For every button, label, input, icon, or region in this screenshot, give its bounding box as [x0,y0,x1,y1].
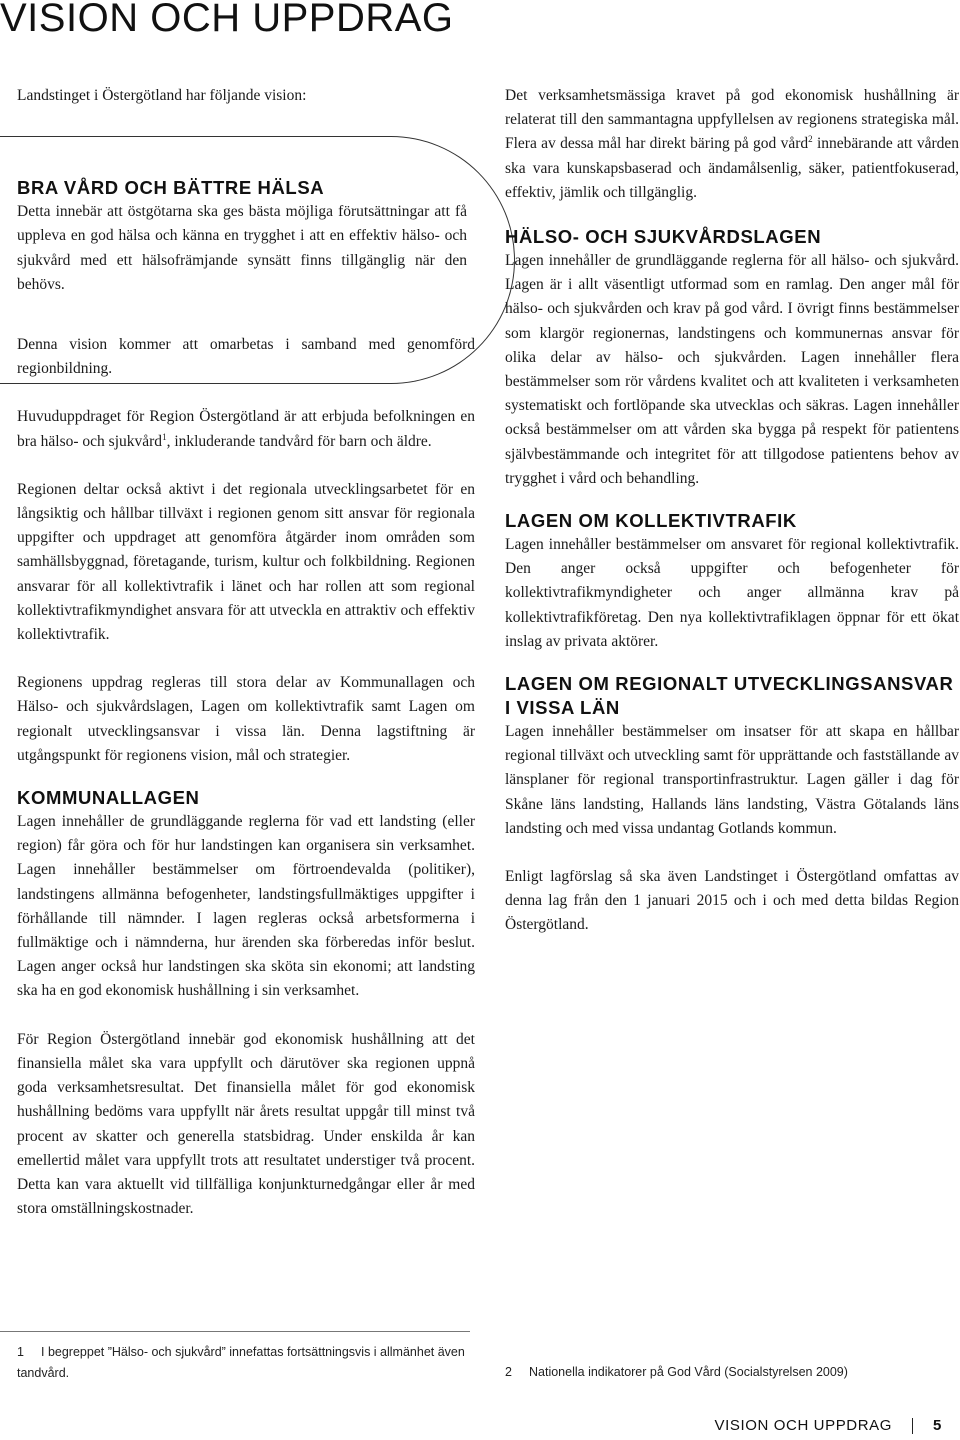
right-column [505,84,959,938]
paragraph-omarbetas: Denna vision kommer att omarbetas i samband med genomförd regionbildning. [17,336,475,378]
left-column [17,84,475,1221]
page-number: 5 [933,1417,942,1434]
regionalt-utvecklingsansvar-heading: LAGEN OM REGIONALT UTVECKLINGSANSVAR I VISSA LÄN [505,673,954,719]
footnote-1 [17,1342,487,1384]
footnote-ref-2: 2 [808,134,813,145]
kommunallagen-text: Lagen innehåller de grundläggande reglerna för vad ett landsting (eller region) får göra och för hur landstingen kan organisera sin verksamhet. Lagen innehåller bestämmelser om förtroendevalda (politiker), landstingens allmänna befogenheter, landstingsfullmäktiges uppgifter i förhållande till nämnder. I lagen regleras också arbetsformerna i fullmäktige och i nämnderna, hur ärenden ska förberedas inför beslut. Lagen anger också hur landstingen ska sköta sin ekonomi; att landsting ska ha en god ekonomisk hushållning i sin verksamhet. [17,813,475,1000]
footnote-1-number: 1 [17,1345,24,1359]
kommunallagen-heading: KOMMUNALLAGEN [17,787,200,809]
paragraph-enligt-lagforslag: Enligt lagförslag så ska även Landstinget i Östergötland omfattas av denna lag från den 1 januari 2015 och i och med detta bildas Region Östergötland. [505,868,959,934]
halso-sjukvardslagen-text: Lagen innehåller de grundläggande reglerna för all hälso- och sjukvård. Lagen är i allt väsentligt utformad som en ramlag. Den anger mål för hälso- och sjukvården och krav på god vård. I övrigt finns bestämmelser som klargör regionernas, landstingens och kommunernas ansvar för olika delar av hälso- och sjukvården. Lagen innehåller flera bestämmelser som rör vårdens kvalitet och att kvaliteten i verksamheten systematiskt och fortlöpande ska utvecklas och säkras. Lagen innehåller också bestämmelser om att vården ska bygga på respekt för patientens självbestämmande och integritet för att tillgodose patientens behov av trygghet i vård och behandling. [505,252,959,487]
kollektivtrafik-text: Lagen innehåller bestämmelser om ansvaret för regional kollektivtrafik. Den anger också uppgifter och befogenheter för kollektivtrafikmyndigheter och anger allmänna krav på kollektivtrafikföretag. Den nya kollektivtrafiklagen öppnar för ett ökat inslag av privata aktörer. [505,536,959,650]
regionalt-utvecklingsansvar-text: Lagen innehåller bestämmelser om insatser för att skapa en hållbar regional tillväxt och utveckling samt för upprättande och fastställande av länsplaner för regional transportinfrastruktur. Lagen gäller i dag för Skåne läns landsting, Hallands läns landsting, Västra Götalands läns landsting och med vissa undantag Gotlands kommun. [505,723,959,837]
page-title: VISION OCH UPPDRAG [0,0,454,40]
kollektivtrafik-heading: LAGEN OM KOLLEKTIVTRAFIK [505,510,797,532]
footnote-2 [505,1362,925,1383]
vision-text: Detta innebär att östgötarna ska ges bästa möjliga förutsättningar att få uppleva en god hälsa och känna en trygghet i att en effektiv hälso- och sjukvård med ett hälsofrämjande synsätt finns tillgänglig när den behövs. [17,203,467,293]
paragraph-verksamhetsmassiga-kravet: Det verksamhetsmässiga kravet på god ekonomisk hushållning är relaterat till den sammantagna uppfyllelsen av regionens strategiska mål. Flera av dessa mål har direkt bäring på god vård$^2$ innebärande att vården ska vara kunskapsbaserad och ändamålsenlig, säker, patientfokuserad, effektiv, jämlik och tillgänglig. [505,87,959,201]
page-footer [715,1417,942,1434]
footnote-2-number: 2 [505,1365,512,1379]
vision-title: BRA VÅRD OCH BÄTTRE HÄLSA [17,177,325,199]
footer-separator [912,1418,913,1434]
halso-sjukvardslagen-heading: HÄLSO- OCH SJUKVÅRDSLAGEN [505,226,822,248]
footnote-1-text: I begreppet ”Hälso- och sjukvård” innefattas fortsättningsvis i allmänhet även tandvård. [17,1345,465,1380]
footnote-ref-1: 1 [162,431,167,442]
paragraph-god-ekonomisk-hushallning: För Region Östergötland innebär god ekonomisk hushållning att det finansiella målet ska vara uppfyllt och därutöver ska regionen uppnå goda verksamhetsresultat. Det finansiella målet för god ekonomisk hushållning bedöms vara uppfyllt när årets resultat uppgår till minst två procent av skatter och generella statsbidrag. Under enskilda år kan emellertid målet vara uppfyllt trots att resultatet understiger två procent. Detta kan vara aktuellt vid tillfälliga konjunkturnedgångar eller år med stora omställningskostnader. [17,1030,475,1218]
paragraph-huvuduppdrag: Huvuduppdraget för Region Östergötland är att erbjuda befolkningen en bra hälso- och sjukvård$^1$, inkluderande tandvård för barn och äldre. [17,408,475,450]
footer-section-title: VISION OCH UPPDRAG [714,1417,893,1434]
vision-intro: Landstinget i Östergötland har följande vision: [17,87,307,104]
footnote-divider [0,1331,470,1332]
paragraph-regionen-deltar: Regionen deltar också aktivt i det regionala utvecklingsarbetet för en långsiktig och hållbar tillväxt i regionen genom sitt ansvar för regionala uppgifter och uppdraget att genomföra åtgärder inom områden som samhällsbyggnad, företagande, turism, kultur och folkbildning. Regionen ansvarar för all kollektivtrafik i länet och har rollen att som regional kollektivtrafikmyndighet ansvara för att utveckla en attraktiv och effektiv kollektivtrafik. [17,480,475,644]
footnote-2-text: Nationella indikatorer på God Vård (Socialstyrelsen 2009) [529,1365,848,1379]
paragraph-regionens-uppdrag: Regionens uppdrag regleras till stora delar av Kommunallagen och Hälso- och sjukvårdslagen, Lagen om kollektivtrafik samt Lagen om regionalt utvecklingsansvar i vissa län. Denna lagstiftning är utgångspunkt för regionens vision, mål och strategier. [17,674,475,764]
